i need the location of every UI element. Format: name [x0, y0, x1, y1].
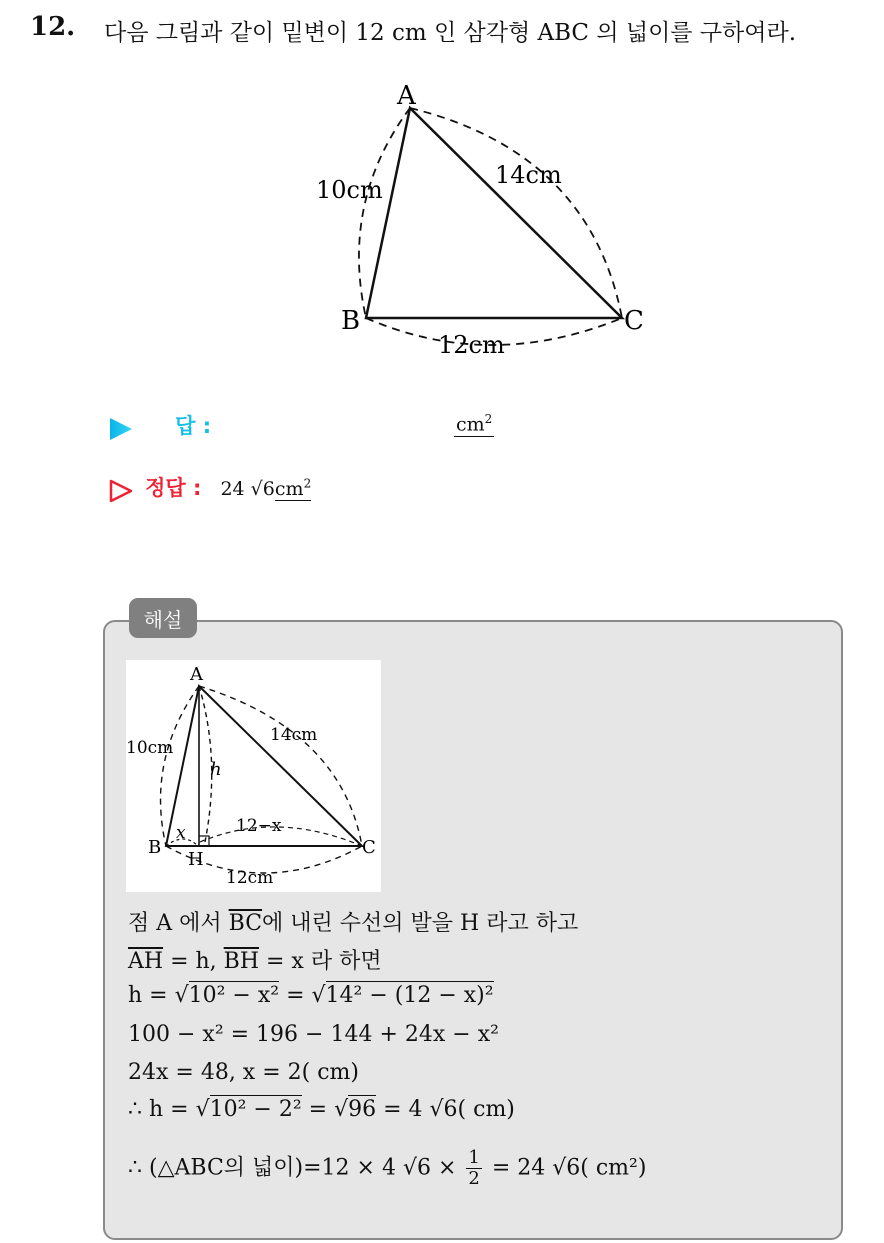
answer-blank[interactable]	[454, 412, 494, 437]
answer-unit: cm	[456, 413, 485, 436]
answer-label: 답 :	[175, 414, 212, 438]
play-arrow-icon	[108, 417, 134, 441]
question-text: 다음 그림과 같이 밑변이 12 cm 인 삼각형 ABC 의 넓이를 구하여라.	[104, 20, 797, 46]
side-ac-label: 14cm	[495, 161, 562, 189]
sol-side-ab: 10cm	[126, 738, 174, 758]
side-ab-label: 10cm	[316, 176, 383, 204]
sol-foot-h: H	[188, 849, 204, 870]
correct-answer-row	[108, 472, 311, 503]
outline-arrow-icon	[108, 479, 134, 503]
solution-tab: 해설	[129, 598, 197, 638]
correct-answer-label: 정답 :	[145, 476, 202, 500]
sol-side-ac: 14cm	[270, 725, 318, 745]
sol-side-bc: 12cm	[226, 868, 274, 888]
solution-line-1: 점 A 에서 $\overline{BC}$에 내린 수선의 발을 H 라고 하고	[128, 911, 579, 936]
sol-seg-bh: x	[176, 823, 186, 843]
sol-vertex-a: A	[190, 664, 203, 685]
correct-answer-value: 24 $√6cm^2$	[220, 476, 312, 500]
answer-unit-exp: 2	[484, 412, 493, 426]
solution-line-5: 24x = 48, x = 2( cm)	[128, 1060, 359, 1085]
question-number: 12.	[30, 12, 76, 42]
solution-line-6: ∴ h = √10² − 2² = √96 = 4 √6( cm)	[128, 1097, 515, 1122]
side-bc-label: 12cm	[438, 331, 505, 359]
sol-height: h	[210, 759, 222, 780]
solution-line-3: h = √10² − x² = √14² − (12 − x)²	[128, 983, 494, 1008]
solution-line-2: $\overline{AH} = h$, $\overline{BH} = x$ 라 하면	[128, 949, 382, 974]
triangle-figure	[300, 72, 680, 372]
fraction-half: $\frac{1}{2}$	[468, 1147, 480, 1189]
answer-row	[108, 410, 211, 441]
solution-figure	[126, 660, 381, 892]
vertex-b-label: B	[341, 306, 361, 336]
solution-line-7: ∴ (△ABC의 넓이)=12 × 4 √6 × $\frac{1}{2}$ = 24 √6( cm²)	[128, 1147, 647, 1189]
sol-vertex-c: C	[362, 837, 376, 858]
vertex-a-label: A	[397, 81, 416, 111]
sol-vertex-b: B	[148, 837, 162, 858]
vertex-c-label: C	[624, 306, 644, 336]
sol-seg-hc: 12−x	[236, 816, 282, 836]
solution-line-4: 100 − x² = 196 − 144 + 24x − x²	[128, 1022, 499, 1047]
